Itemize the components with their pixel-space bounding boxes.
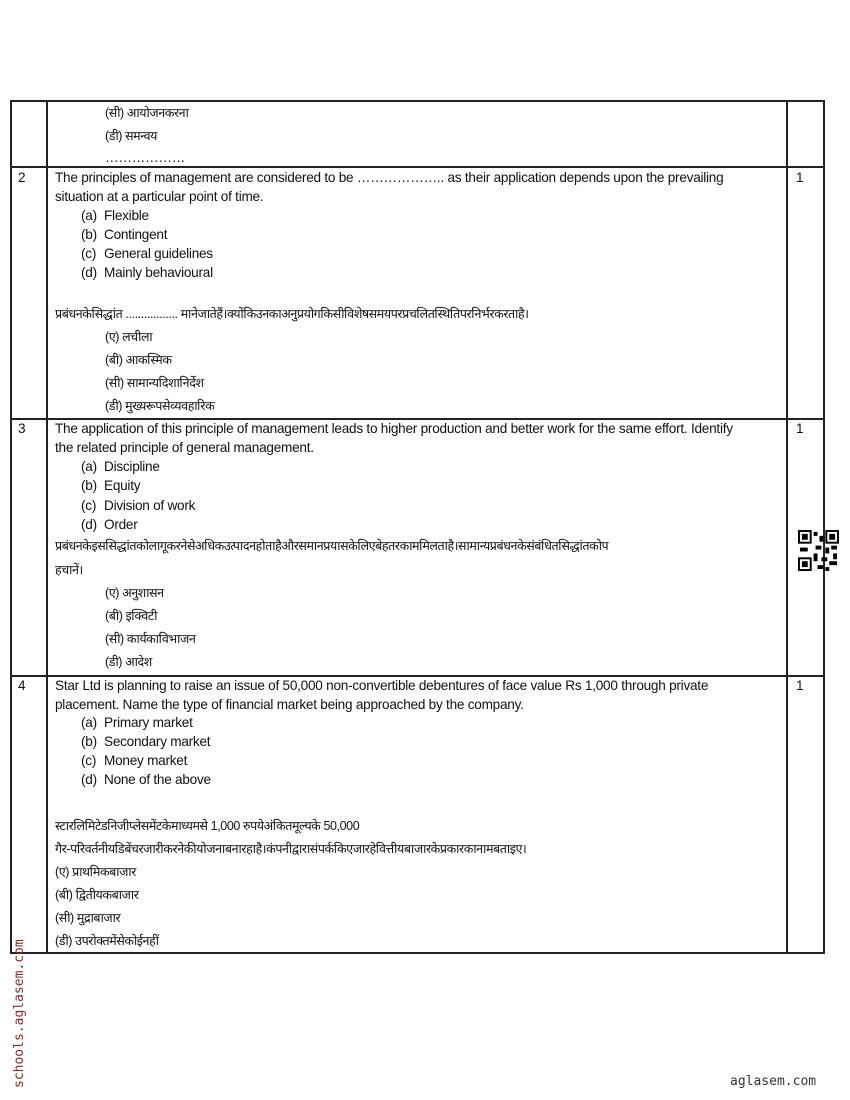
option-text: Order xyxy=(104,517,138,532)
hindi-question: हचानें। xyxy=(55,563,83,577)
hindi-question: स्टारलिमिटेडनिजीप्लेसमेंटकेमाध्यमसे 1,000 रुपयेअंकितमूल्यके 50,000 xyxy=(55,819,360,833)
option-text: Flexible xyxy=(104,208,149,223)
hindi-option: (ए) अनुशासन xyxy=(105,586,164,600)
hindi-option: (सी) आयोजनकरना xyxy=(105,106,189,120)
option-label: (b) xyxy=(81,734,97,749)
option-text: Primary market xyxy=(104,715,193,730)
option-label: (c) xyxy=(81,753,97,768)
question-text: The principles of management are considered to be ……………….. as their application depends upon the prevailing xyxy=(55,170,724,185)
option-label: (c) xyxy=(81,498,97,513)
option-label: (b) xyxy=(81,478,97,493)
side-watermark: schools.aglasem.com xyxy=(12,939,27,1088)
column-divider xyxy=(10,100,12,954)
question-text: Star Ltd is planning to raise an issue of 50,000 non-convertible debentures of face value Rs 1,000 through private xyxy=(55,678,709,693)
option-text: Division of work xyxy=(104,498,196,513)
option-label: (a) xyxy=(81,459,97,474)
hindi-option: (डी) आदेश xyxy=(105,655,152,669)
question-number: 4 xyxy=(18,678,26,693)
option-text: Secondary market xyxy=(104,734,211,749)
hindi-option: (ए) लचीला xyxy=(105,330,153,344)
question-marks: 1 xyxy=(796,170,804,185)
bottom-watermark: aglasem.com xyxy=(730,1074,817,1089)
hindi-option: (डी) मुख्यरूपसेव्यवहारिक xyxy=(105,399,215,413)
hindi-option: (ए) प्राथमिकबाजार xyxy=(55,865,136,879)
question-text: the related principle of general management. xyxy=(55,440,314,455)
table-border xyxy=(10,952,825,954)
hindi-option: (सी) सामान्यदिशानिर्देश xyxy=(105,376,204,390)
question-text: situation at a particular point of time. xyxy=(55,189,264,204)
hindi-question: गैर-परिवर्तनीयडिबेंचरजारीकरनेकीयोजनाबनारहाहै।कंपनीद्वारासंपर्ककिएजारहेवित्तीयबाजारकेप्रकारकानामबताइए। xyxy=(55,842,527,856)
hindi-option: (बी) इक्विटी xyxy=(105,609,158,623)
question-number: 2 xyxy=(18,170,26,185)
option-text: None of the above xyxy=(104,772,211,787)
option-label: (a) xyxy=(81,715,97,730)
blank-line: ……………… xyxy=(105,150,186,165)
column-divider xyxy=(46,100,48,954)
column-divider xyxy=(823,100,825,954)
option-text: Mainly behavioural xyxy=(104,265,213,280)
hindi-option: (सी) कार्यकाविभाजन xyxy=(105,632,196,646)
question-marks: 1 xyxy=(796,421,804,436)
option-label: (c) xyxy=(81,246,97,261)
question-text: placement. Name the type of financial market being approached by the company. xyxy=(55,697,524,712)
option-text: Equity xyxy=(104,478,141,493)
option-label: (d) xyxy=(81,265,97,280)
question-marks: 1 xyxy=(796,678,804,693)
question-number: 3 xyxy=(18,421,26,436)
option-text: Discipline xyxy=(104,459,160,474)
hindi-option: (सी) मुद्राबाजार xyxy=(55,911,121,925)
hindi-option: (डी) समन्वय xyxy=(105,129,157,143)
hindi-option: (बी) आकस्मिक xyxy=(105,353,172,367)
table-border xyxy=(10,100,825,102)
option-label: (d) xyxy=(81,772,97,787)
hindi-option: (डी) उपरोक्तमेंसेकोईनहीं xyxy=(55,934,159,948)
option-label: (a) xyxy=(81,208,97,223)
option-text: Contingent xyxy=(104,227,168,242)
option-text: Money market xyxy=(104,753,188,768)
qr-code-icon xyxy=(798,530,839,571)
hindi-question: प्रबंधनकेइससिद्धांतकोलागूकरनेसेअधिकउत्पादनहोताहैऔरसमानप्रयासकेलिएबेहतरकाममिलताहै।सामान्यप्रबंधनकेसंबंधितसिद्धांतकोप xyxy=(55,539,609,553)
option-text: General guidelines xyxy=(104,246,213,261)
option-label: (d) xyxy=(81,517,97,532)
hindi-question: प्रबंधनकेसिद्धांत ................. मानेजातेहैं।क्योंकिउनकाअनुप्रयोगकिसीविशेषसमयपरप्रचलितस्थितिपरनिर्भरकरताहै। xyxy=(55,307,529,321)
question-text: The application of this principle of management leads to higher production and better work for the same effort. Identify xyxy=(55,421,733,436)
column-divider xyxy=(786,100,788,954)
option-label: (b) xyxy=(81,227,97,242)
hindi-option: (बी) द्वितीयकबाजार xyxy=(55,888,139,902)
